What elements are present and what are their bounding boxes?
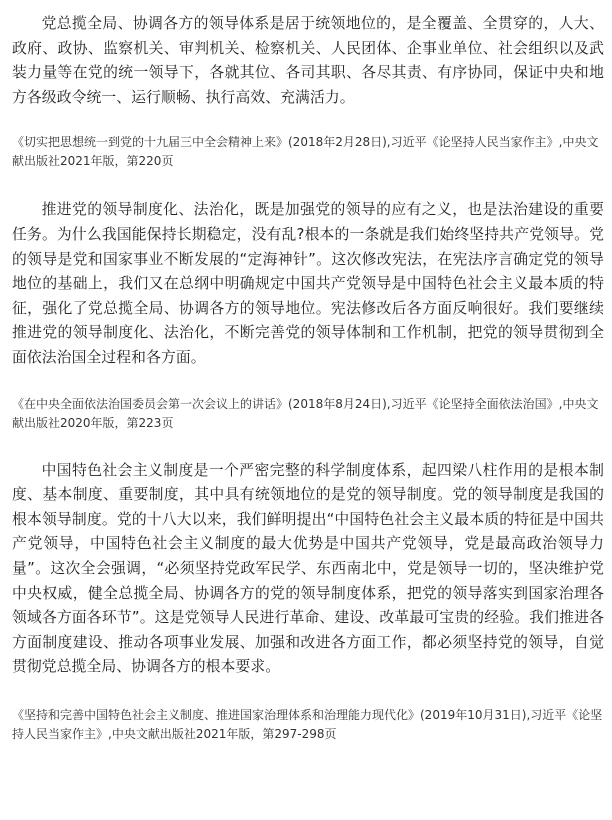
excerpt-source-2: 《在中央全面依法治国委员会第一次会议上的讲话》(2018年8月24日),习近平《论坚持全面依法治国》,中央文献出版社2020年版，第223页	[12, 396, 599, 430]
excerpt-source-1: 《切实把思想统一到党的十九届三中全会精神上来》(2018年2月28日),习近平《论坚持人民当家作主》,中央文献出版社2021年版，第220页	[12, 135, 599, 169]
excerpt-paragraph-1: 党总揽全局、协调各方的领导体系是居于统领地位的，是全覆盖、全贯穿的，人大、政府、政协、监察机关、审判机关、检察机关、人民团体、企事业单位、社会组织以及武装力量等在党的统一领导下，各就其位、各司其职、各尽其责、有序协同，保证中央和地方各级政令统一、运行顺畅、执行高效、充满活力。	[12, 15, 604, 106]
excerpt-paragraph-2: 推进党的领导制度化、法治化，既是加强党的领导的应有之义，也是法治建设的重要任务。为什么我国能保持长期稳定，没有乱?根本的一条就是我们始终坚持共产党领导。党的领导是党和国家事业不断发展的“定海神针”。这次修改宪法，在宪法序言确定党的领导地位的基础上，我们又在总纲中明确规定中国共产党领导是中国特色社会主义最本质的特征，强化了党总揽全局、协调各方的领导地位。宪法修改后各方面反响很好。我们要继续推进党的领导制度化、法治化，不断完善党的领导体制和工作机制，把党的领导贯彻到全面依法治国全过程和各方面。	[12, 201, 604, 366]
excerpt-paragraph-3: 中国特色社会主义制度是一个严密完整的科学制度体系，起四梁八柱作用的是根本制度、基本制度、重要制度，其中具有统领地位的是党的领导制度。党的领导制度是我国的根本领导制度。党的十八大以来，我们鲜明提出“中国特色社会主义最本质的特征是中国共产党领导，中国特色社会主义制度的最大优势是中国共产党领导，党是最高政治领导力量”。这次全会强调，“必须坚持党政军民学、东西南北中，党是领导一切的，坚决维护党中央权威，健全总揽全局、协调各方的党的领导制度体系，把党的领导落实到国家治理各领域各方面各环节”。这是党领导人民进行革命、建设、改革最可宝贵的经验。我们推进各方面制度建设、推动各项事业发展、加强和改进各方面工作，都必须坚持党的领导，自觉贯彻党总揽全局、协调各方的根本要求。	[12, 461, 604, 676]
excerpt-source-3: 《坚持和完善中国特色社会主义制度、推进国家治理体系和治理能力现代化》(2019年10月31日),习近平《论坚持人民当家作主》,中央文献出版社2021年版，第297-298页	[12, 707, 603, 741]
